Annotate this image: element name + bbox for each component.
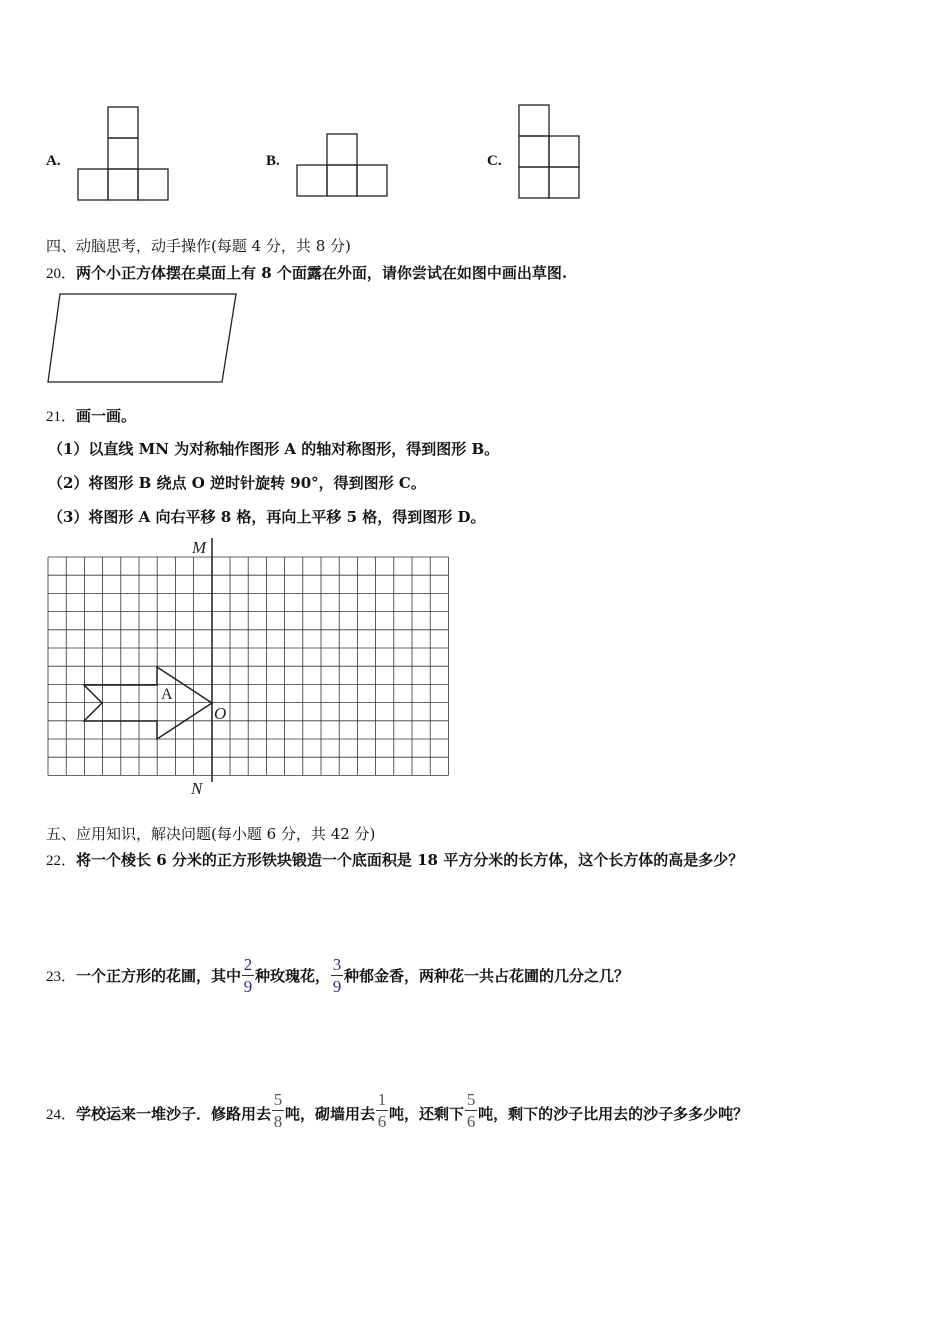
fraction-denominator: 9 <box>243 977 253 996</box>
fraction-2-9 <box>242 956 254 995</box>
fraction-bar <box>242 975 254 976</box>
fraction-denominator: 6 <box>377 1112 387 1131</box>
section-5-heading: 五、应用知识，解决问题(每小题 6 分，共 42 分) <box>46 825 376 843</box>
fraction-5-8 <box>272 1091 284 1130</box>
fraction-numerator: 5 <box>273 1090 283 1109</box>
question-text: 两个小正方体摆在桌面上有 8 个面露在外面，请你尝试在如图中画出草图. <box>76 264 568 282</box>
question-text-part: 种郁金香，两种花一共占花圃的几分之几？ <box>344 967 630 985</box>
label-m: M <box>192 538 207 557</box>
grid-lines <box>48 557 448 775</box>
fraction-numerator: 1 <box>377 1090 387 1109</box>
fraction-denominator: 9 <box>332 977 342 996</box>
fraction-numerator: 5 <box>466 1090 476 1109</box>
fraction-denominator: 6 <box>466 1112 476 1131</box>
question-text-part: 一个正方形的花圃，其中 <box>76 967 242 985</box>
question-text-part: 学校运来一堆沙子．修路用去 <box>76 1105 272 1123</box>
option-c-label: C. <box>487 153 502 169</box>
q21-step-2: （2）将图形 B 绕点 O 逆时针旋转 90°，得到图形 C。 <box>48 474 426 492</box>
question-number: 20． <box>46 266 77 282</box>
fraction-bar <box>465 1110 477 1111</box>
question-text-part: 吨，剩下的沙子比用去的沙子多多少吨？ <box>478 1105 749 1123</box>
fraction-1-6 <box>376 1091 388 1130</box>
section-4-heading: 四、动脑思考，动手操作(每题 4 分，共 8 分) <box>46 237 351 255</box>
question-text-part: 吨，砌墙用去 <box>285 1105 376 1123</box>
fraction-5-6 <box>465 1091 477 1130</box>
fraction-bar <box>331 975 343 976</box>
option-a-label: A. <box>46 153 61 169</box>
question-text-part: 种玫瑰花， <box>255 967 331 985</box>
question-number: 23． <box>46 969 77 985</box>
fraction-bar <box>376 1110 388 1111</box>
q21-step-3: （3）将图形 A 向右平移 8 格，再向上平移 5 格，得到图形 D。 <box>48 508 486 526</box>
fraction-numerator: 2 <box>243 955 253 974</box>
question-22 <box>46 849 743 870</box>
label-a: A <box>161 686 173 703</box>
question-number: 21． <box>46 409 77 425</box>
fraction-bar <box>272 1110 284 1111</box>
question-24 <box>46 1090 749 1131</box>
question-number: 24． <box>46 1107 77 1123</box>
option-b-label: B. <box>266 153 280 169</box>
question-text: 将一个棱长 6 分米的正方形铁块锻造一个底面积是 18 平方分米的长方体，这个长方体的高是多少？ <box>76 851 744 869</box>
label-o: O <box>214 704 227 723</box>
question-23 <box>46 956 629 995</box>
question-number: 22． <box>46 853 77 869</box>
label-n: N <box>191 779 203 798</box>
question-text-part: 吨，还剩下 <box>389 1105 465 1123</box>
q21-step-1: （1）以直线 MN 为对称轴作图形 A 的轴对称图形，得到图形 B。 <box>48 440 500 458</box>
figure-a-arrow <box>84 667 212 739</box>
fraction-numerator: 3 <box>332 955 342 974</box>
fraction-3-9 <box>331 956 343 995</box>
fraction-denominator: 8 <box>273 1112 283 1131</box>
question-title: 画一画。 <box>76 407 137 425</box>
